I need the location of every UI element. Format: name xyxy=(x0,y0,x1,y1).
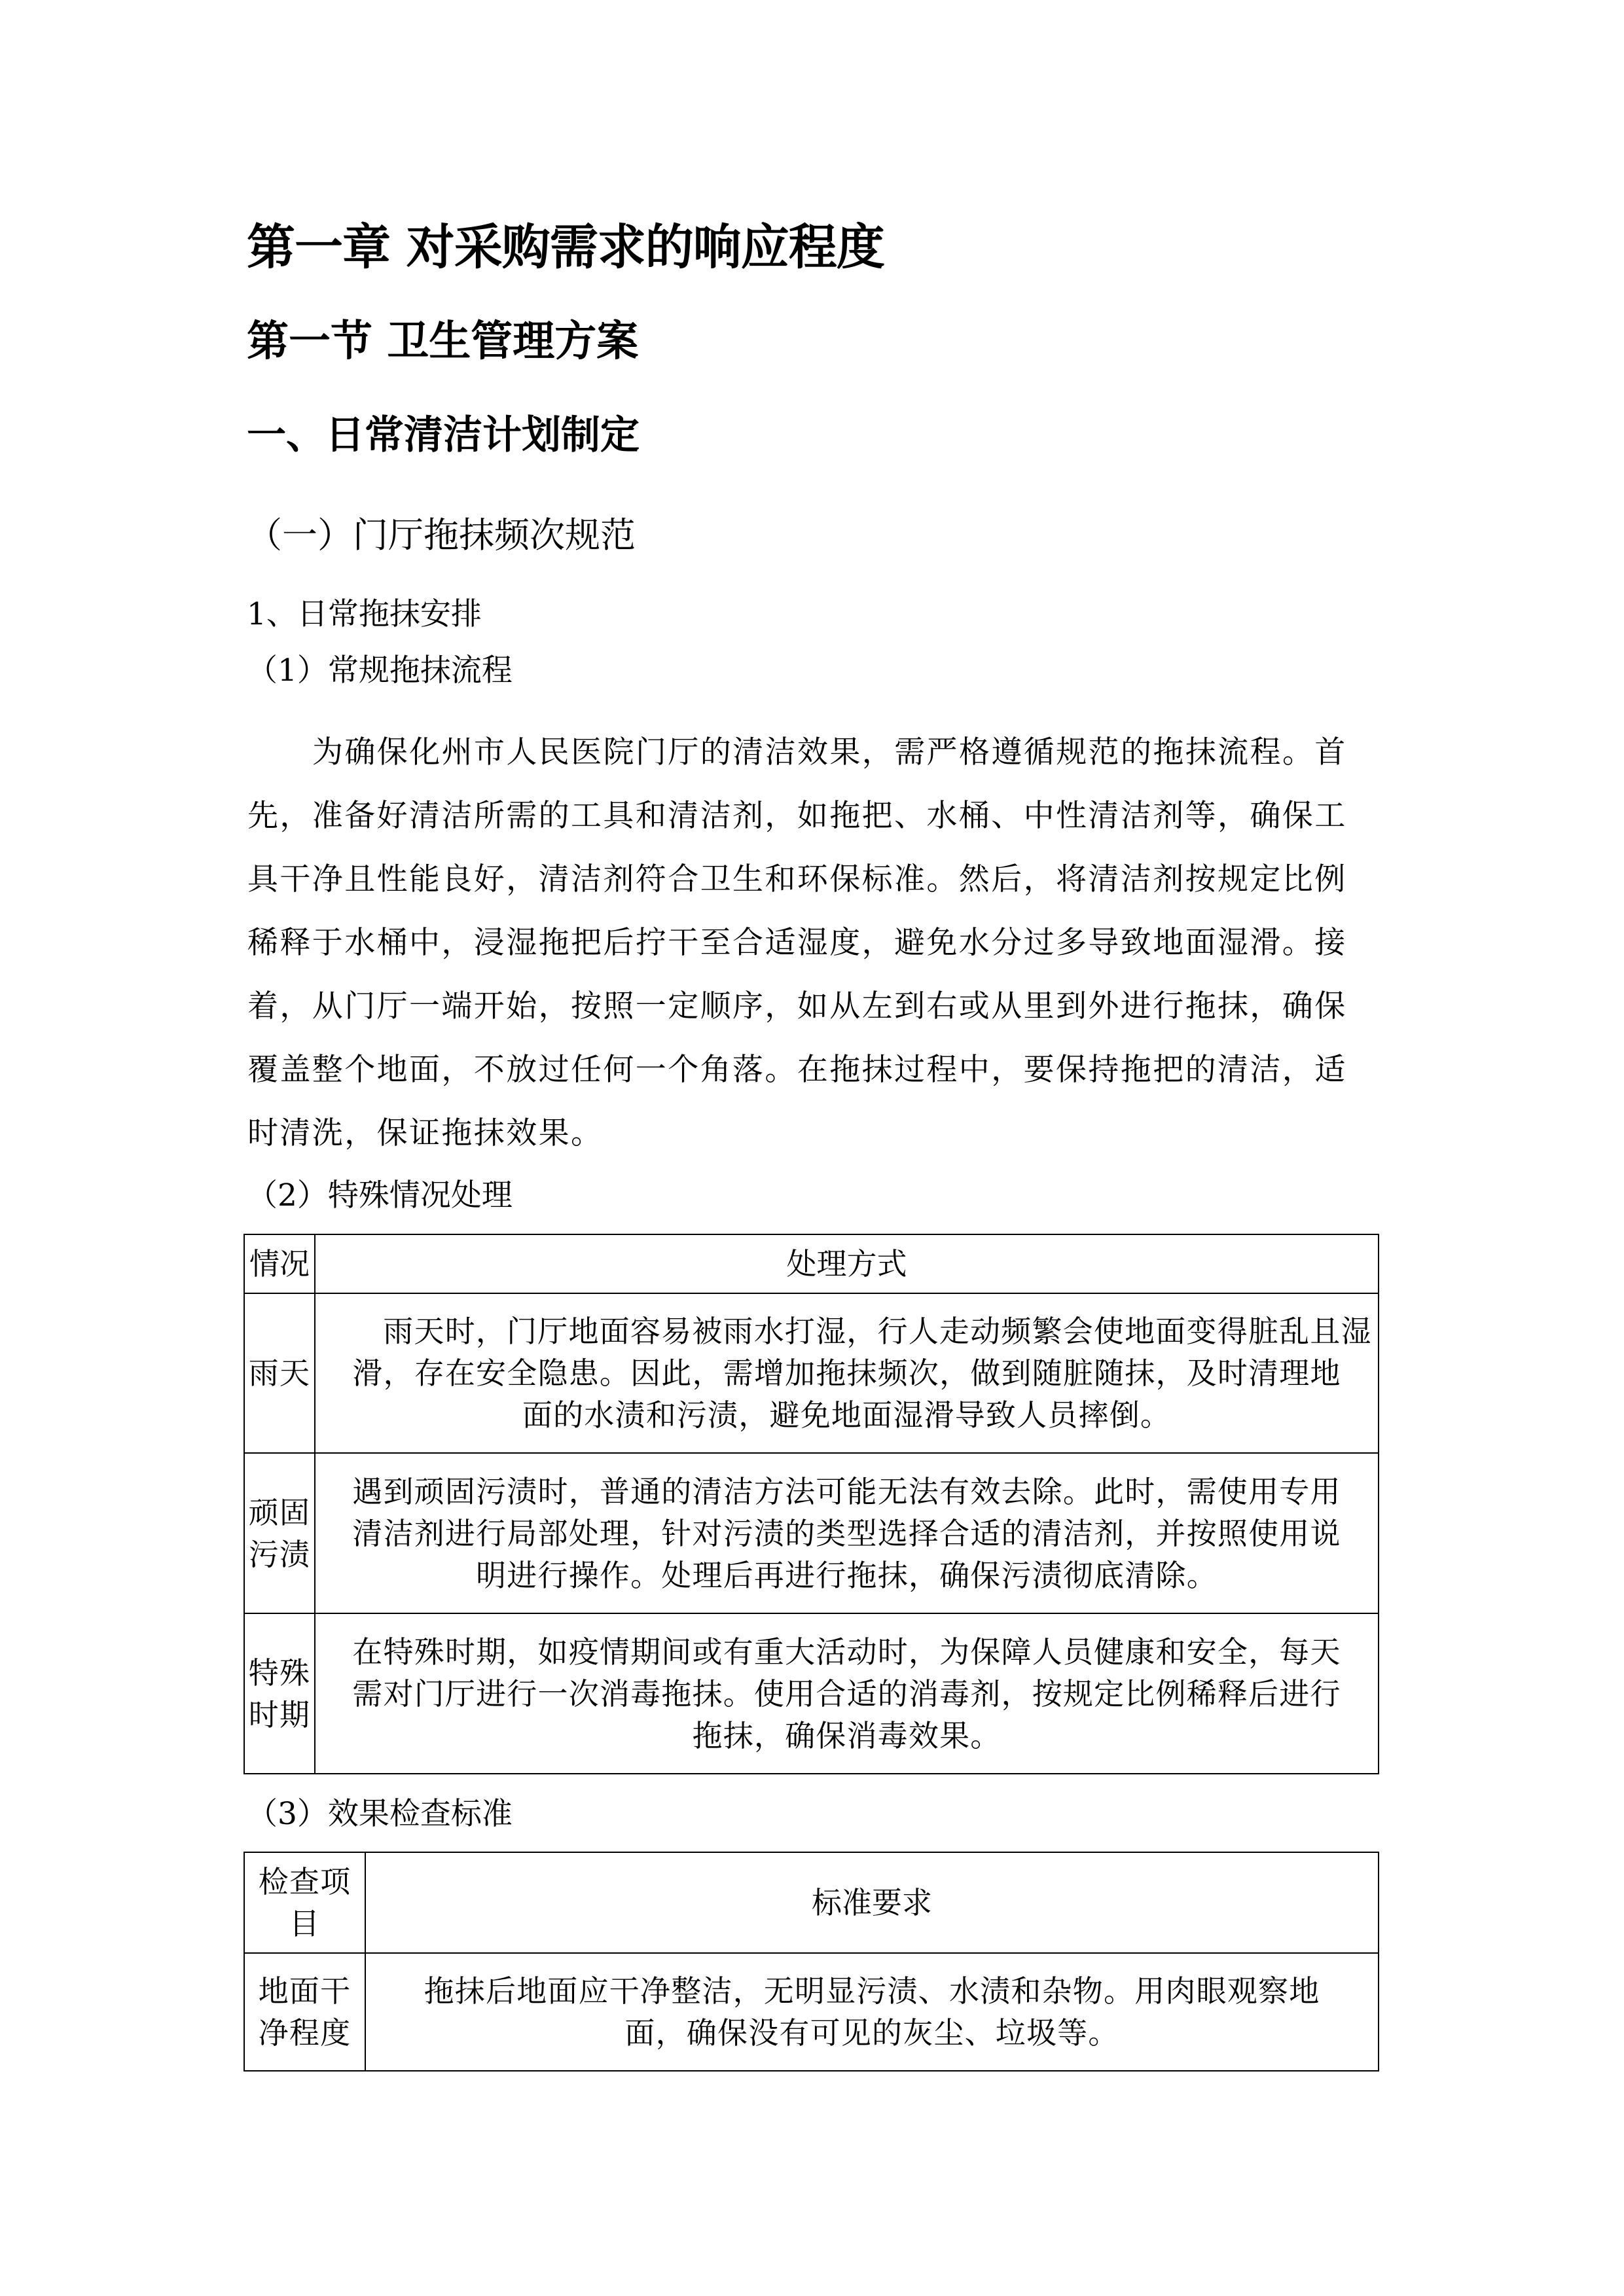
situation-cell xyxy=(244,1613,315,1774)
cell-line: 特殊 xyxy=(248,1655,311,1691)
method-cell xyxy=(315,1293,1379,1453)
special-cases-table xyxy=(244,1234,1379,1774)
cell-line: 检查项 xyxy=(258,1864,352,1899)
cell-line: 遇到顽固污渍时，普通的清洁方法可能无法有效去除。此时，需使用专用 xyxy=(352,1473,1341,1509)
cell-line: 目 xyxy=(289,1906,321,1941)
table-header-row xyxy=(244,1852,1379,1953)
check-standards-table xyxy=(244,1852,1379,2072)
cell-line: 地面干 xyxy=(258,1973,352,2009)
chapter-title: 第一章 对采购需求的响应程度 xyxy=(247,219,884,276)
header-cell-situation: 情况 xyxy=(244,1234,315,1293)
standard-cell xyxy=(365,1953,1379,2071)
point-title: 1、日常拖抹安排 xyxy=(247,596,482,632)
body-paragraph xyxy=(247,721,1379,1165)
table-row xyxy=(244,1453,1379,1613)
paragraph-line: 时清洗，保证拖抹效果。 xyxy=(247,1115,604,1151)
paragraph-line: 为确保化州市人民医院门厅的清洁效果，需严格遵循规范的拖抹流程。首 xyxy=(312,734,1347,770)
cell-line: 面的水渍和污渍，避免地面湿滑导致人员摔倒。 xyxy=(522,1397,1172,1433)
paragraph-line: 着，从门厅一端开始，按照一定顺序，如从左到右或从里到外进行拖抹，确保 xyxy=(247,988,1347,1024)
cell-line: 滑，存在安全隐患。因此，需增加拖抹频次，做到随脏随抹，及时清理地 xyxy=(352,1355,1341,1391)
cell-line: 净程度 xyxy=(258,2015,352,2051)
paragraph-line: 具干净且性能良好，清洁剂符合卫生和环保标准。然后，将清洁剂按规定比例 xyxy=(247,861,1347,897)
cell-line: 面，确保没有可见的灰尘、垃圾等。 xyxy=(624,2015,1119,2051)
cell-line: 在特殊时期，如疫情期间或有重大活动时，为保障人员健康和安全，每天 xyxy=(352,1634,1341,1670)
cell-line: 明进行操作。处理后再进行拖抹，确保污渍彻底清除。 xyxy=(476,1557,1218,1593)
cell-line: 时期 xyxy=(248,1696,311,1732)
cell-line: 需对门厅进行一次消毒拖抹。使用合适的消毒剂，按规定比例稀释后进行 xyxy=(352,1676,1341,1712)
sub-point-special-cases: （2）特殊情况处理 xyxy=(247,1177,513,1213)
table-row xyxy=(244,1613,1379,1774)
method-cell xyxy=(315,1613,1379,1774)
header-cell-method: 处理方式 xyxy=(315,1234,1379,1293)
table-row xyxy=(244,1953,1379,2071)
paragraph-line: 先，准备好清洁所需的工具和清洁剂，如拖把、水桶、中性清洁剂等，确保工 xyxy=(247,798,1347,834)
cell-line: 清洁剂进行局部处理，针对污渍的类型选择合适的清洁剂，并按照使用说 xyxy=(352,1515,1341,1551)
situation-cell xyxy=(244,1453,315,1613)
sub-point-regular-process: （1）常规拖抹流程 xyxy=(247,653,513,689)
cell-line: 顽固 xyxy=(248,1494,311,1530)
cell-line: 拖抹，确保消毒效果。 xyxy=(692,1717,1001,1753)
header-cell-check-item xyxy=(244,1852,365,1953)
cell-line: 污渍 xyxy=(248,1536,311,1572)
cell-line: 拖抹后地面应干净整洁，无明显污渍、水渍和杂物。用肉眼观察地 xyxy=(424,1973,1320,2009)
header-cell-standard: 标准要求 xyxy=(365,1852,1379,1953)
item-title: 一、日常清洁计划制定 xyxy=(247,412,640,458)
paragraph-line: 覆盖整个地面，不放过任何一个角落。在拖抹过程中，要保持拖把的清洁，适 xyxy=(247,1052,1347,1088)
section-title: 第一节 卫生管理方案 xyxy=(247,317,639,366)
cell-line: 雨天 xyxy=(248,1355,311,1391)
subsection-title: （一）门厅拖抹频次规范 xyxy=(247,514,636,556)
paragraph-line: 稀释于水桶中，浸湿拖把后拧干至合适湿度，避免水分过多导致地面湿滑。接 xyxy=(247,925,1347,961)
method-cell xyxy=(315,1453,1379,1613)
sub-point-check-standards: （3）效果检查标准 xyxy=(247,1796,513,1832)
table-header-row xyxy=(244,1234,1379,1293)
cell-line: 雨天时，门厅地面容易被雨水打湿，行人走动频繁会使地面变得脏乱且湿 xyxy=(383,1314,1372,1349)
situation-cell xyxy=(244,1293,315,1453)
table-row xyxy=(244,1293,1379,1453)
check-item-cell xyxy=(244,1953,365,2071)
